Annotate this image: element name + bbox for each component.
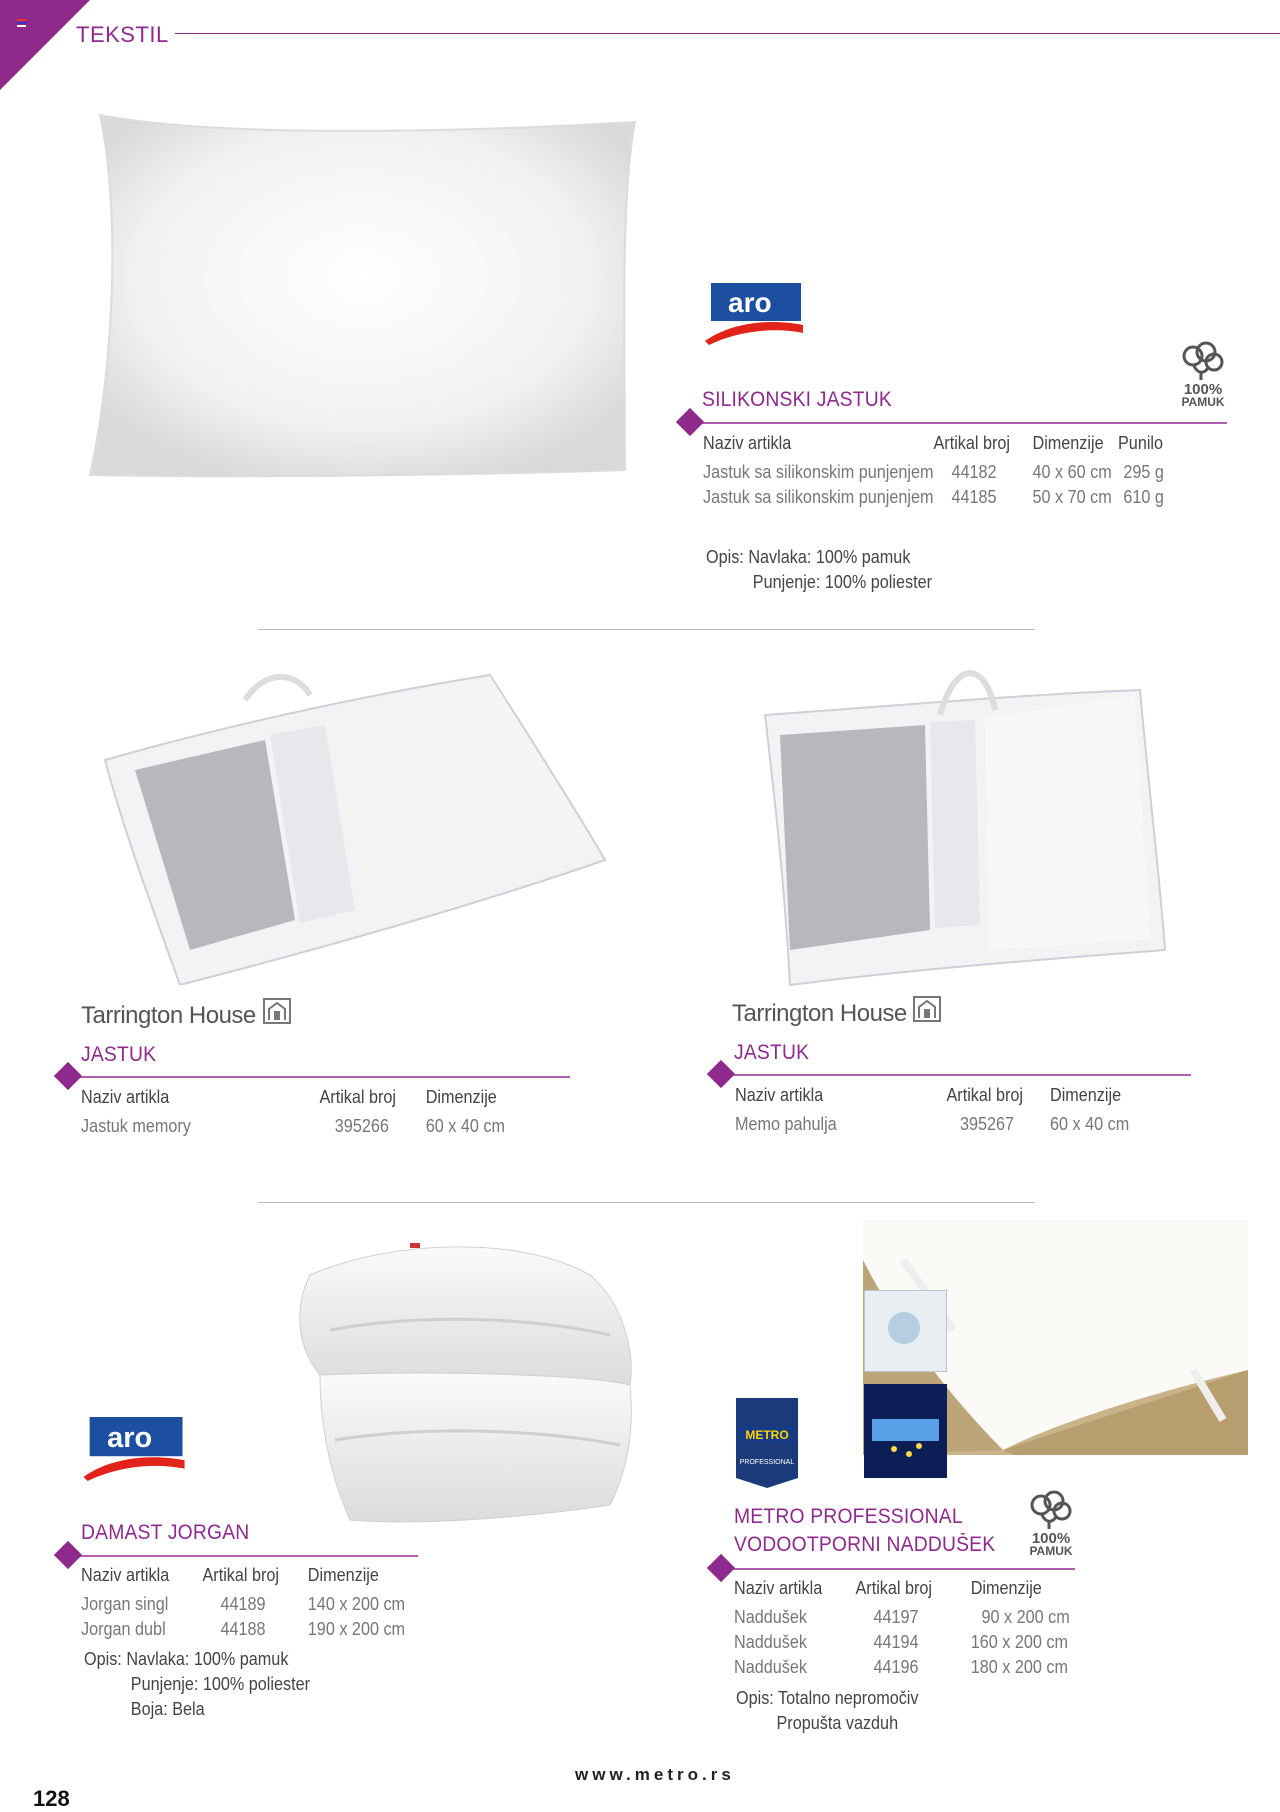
product-title: SILIKONSKI JASTUK [702, 388, 892, 411]
col-header: Naziv artikla [735, 1085, 824, 1105]
cotton-100-badge [1168, 338, 1238, 408]
desc-line: Navlaka: 100% pamuk [126, 1649, 289, 1669]
col-header: Artikal broj [946, 1085, 1024, 1105]
spec-table [734, 1578, 1070, 1680]
col-header: Dimenzije [425, 1087, 497, 1107]
table-header-row [703, 433, 1164, 460]
diamond-marker-icon [54, 1541, 82, 1569]
cell-dim: 160 x 200 cm [970, 1632, 1068, 1652]
badge-bottom-text: PAMUK [1029, 1544, 1073, 1557]
desc-line: Boja: Bela [130, 1699, 205, 1719]
col-header: Artikal broj [855, 1578, 933, 1598]
diamond-marker-icon [707, 1060, 735, 1088]
table-row [703, 460, 1164, 485]
col-header: Artikal broj [319, 1087, 397, 1107]
cell-fill: 295 g [1123, 462, 1164, 482]
badge-top-text: 100% [1183, 381, 1223, 398]
diamond-marker-icon [676, 408, 704, 436]
desc-line: Navlaka: 100% pamuk [748, 547, 911, 567]
header-line [175, 33, 1280, 34]
footer-url: www.metro.rs [575, 1765, 735, 1784]
desc-line: Totalno nepromočiv [778, 1688, 919, 1708]
product-description [706, 545, 932, 595]
col-header: Dimenzije [307, 1565, 379, 1585]
product-title: JASTUK [81, 1043, 157, 1066]
product-title: DAMAST JORGAN [81, 1521, 250, 1544]
col-header: Artikal broj [933, 433, 1011, 453]
cotton-100-badge [1016, 1487, 1086, 1557]
col-header: Naziv artikla [734, 1578, 823, 1598]
breathable-detail-photo [864, 1384, 947, 1478]
cell-dim: 90 x 200 cm [981, 1607, 1070, 1627]
cell-dim: 40 x 60 cm [1032, 462, 1112, 482]
cell-fill: 610 g [1123, 487, 1164, 507]
title-underline [721, 1568, 1075, 1570]
table-row [734, 1630, 1070, 1655]
metro-logo-text: METRO [745, 1428, 789, 1442]
aro-logo-text: aro [728, 287, 772, 318]
cell-name: Jastuk memory [81, 1116, 191, 1136]
table-row [81, 1114, 505, 1139]
col-header: Dimenzije [970, 1578, 1042, 1598]
cell-code: 44189 [220, 1594, 266, 1614]
cell-name: Naddušek [734, 1632, 807, 1652]
section-separator [258, 1202, 1035, 1203]
cell-code: 44194 [873, 1632, 919, 1652]
product-description [84, 1647, 310, 1722]
brand-name: Tarrington House [81, 1002, 256, 1029]
col-header: Naziv artikla [81, 1565, 170, 1585]
cell-name: Naddušek [734, 1657, 807, 1677]
table-header-row [81, 1565, 405, 1592]
cell-dim: 60 x 40 cm [425, 1116, 505, 1136]
cell-name: Jastuk sa silikonskim punjenjem [703, 462, 934, 482]
cell-dim: 180 x 200 cm [970, 1657, 1068, 1677]
memo-pahulja-photo [755, 660, 1170, 990]
cell-code: 395266 [334, 1116, 389, 1136]
badge-top-text: 100% [1031, 1530, 1071, 1547]
waterproof-detail-photo [864, 1290, 947, 1372]
title-underline [68, 1555, 418, 1557]
cell-dim: 60 x 40 cm [1050, 1114, 1130, 1134]
badge-bottom-text: PAMUK [1181, 395, 1225, 408]
spec-table [81, 1087, 505, 1139]
col-header: Naziv artikla [703, 433, 792, 453]
col-header: Dimenzije [1050, 1085, 1122, 1105]
table-row [734, 1605, 1070, 1630]
page-number: 128 [33, 1786, 70, 1811]
cell-name: Naddušek [734, 1607, 807, 1627]
cell-code: 44182 [951, 462, 997, 482]
cell-code: 44188 [220, 1619, 266, 1639]
cell-code: 395267 [960, 1114, 1015, 1134]
cell-code: 44197 [873, 1607, 919, 1627]
cell-name: Memo pahulja [735, 1114, 837, 1134]
col-header: Dimenzije [1032, 433, 1104, 453]
col-header: Artikal broj [202, 1565, 280, 1585]
aro-logo [703, 283, 805, 345]
spec-table [81, 1565, 405, 1642]
table-header-row [734, 1578, 1070, 1605]
diamond-marker-icon [54, 1062, 82, 1090]
table-row [735, 1112, 1129, 1137]
cell-name: Jorgan dubl [81, 1619, 166, 1639]
product-title: JASTUK [734, 1041, 810, 1064]
house-logo-icon [912, 993, 942, 1023]
metro-professional-logo [736, 1398, 798, 1488]
pillow-photo [80, 100, 650, 490]
table-header-row [81, 1087, 505, 1114]
table-header-row [735, 1085, 1129, 1112]
table-row [81, 1592, 405, 1617]
section-title: TEKSTIL [76, 22, 169, 47]
cell-dim: 190 x 200 cm [307, 1619, 406, 1639]
title-underline [68, 1076, 570, 1078]
desc-line: Propušta vazduh [776, 1713, 899, 1733]
cell-name: Jastuk sa silikonskim punjenjem [703, 487, 934, 507]
title-underline [690, 422, 1227, 424]
cell-name: Jorgan singl [81, 1594, 169, 1614]
cell-code: 44196 [873, 1657, 919, 1677]
section-separator [258, 629, 1035, 630]
col-header: Naziv artikla [81, 1087, 170, 1107]
desc-label: Opis: [706, 547, 744, 567]
spec-table [703, 433, 1164, 510]
desc-line: Punjenje: 100% poliester [752, 572, 933, 592]
house-logo-icon [262, 995, 292, 1025]
product-title-line1: METRO PROFESSIONAL [734, 1505, 963, 1528]
duvet-photo [290, 1235, 635, 1530]
diamond-marker-icon [707, 1554, 735, 1582]
col-header: Punilo [1117, 433, 1164, 453]
desc-label: Opis: [84, 1649, 122, 1669]
table-row [81, 1617, 405, 1642]
table-row [734, 1655, 1070, 1680]
memory-pillow-photo [95, 665, 615, 985]
product-title-line2: VODOOTPORNI NADDUŠEK [734, 1533, 996, 1556]
aro-logo [81, 1417, 187, 1481]
title-underline [721, 1074, 1191, 1076]
cell-dim: 140 x 200 cm [307, 1594, 406, 1614]
table-row [703, 485, 1164, 510]
desc-line: Punjenje: 100% poliester [130, 1674, 311, 1694]
professional-logo-text: PROFESSIONAL [739, 1459, 795, 1466]
desc-label: Opis: [736, 1688, 774, 1708]
cell-dim: 50 x 70 cm [1032, 487, 1112, 507]
product-description [736, 1686, 919, 1736]
cell-code: 44185 [951, 487, 997, 507]
brand-name: Tarrington House [732, 1000, 907, 1027]
spec-table [735, 1085, 1129, 1137]
aro-logo-text: aro [107, 1421, 153, 1454]
